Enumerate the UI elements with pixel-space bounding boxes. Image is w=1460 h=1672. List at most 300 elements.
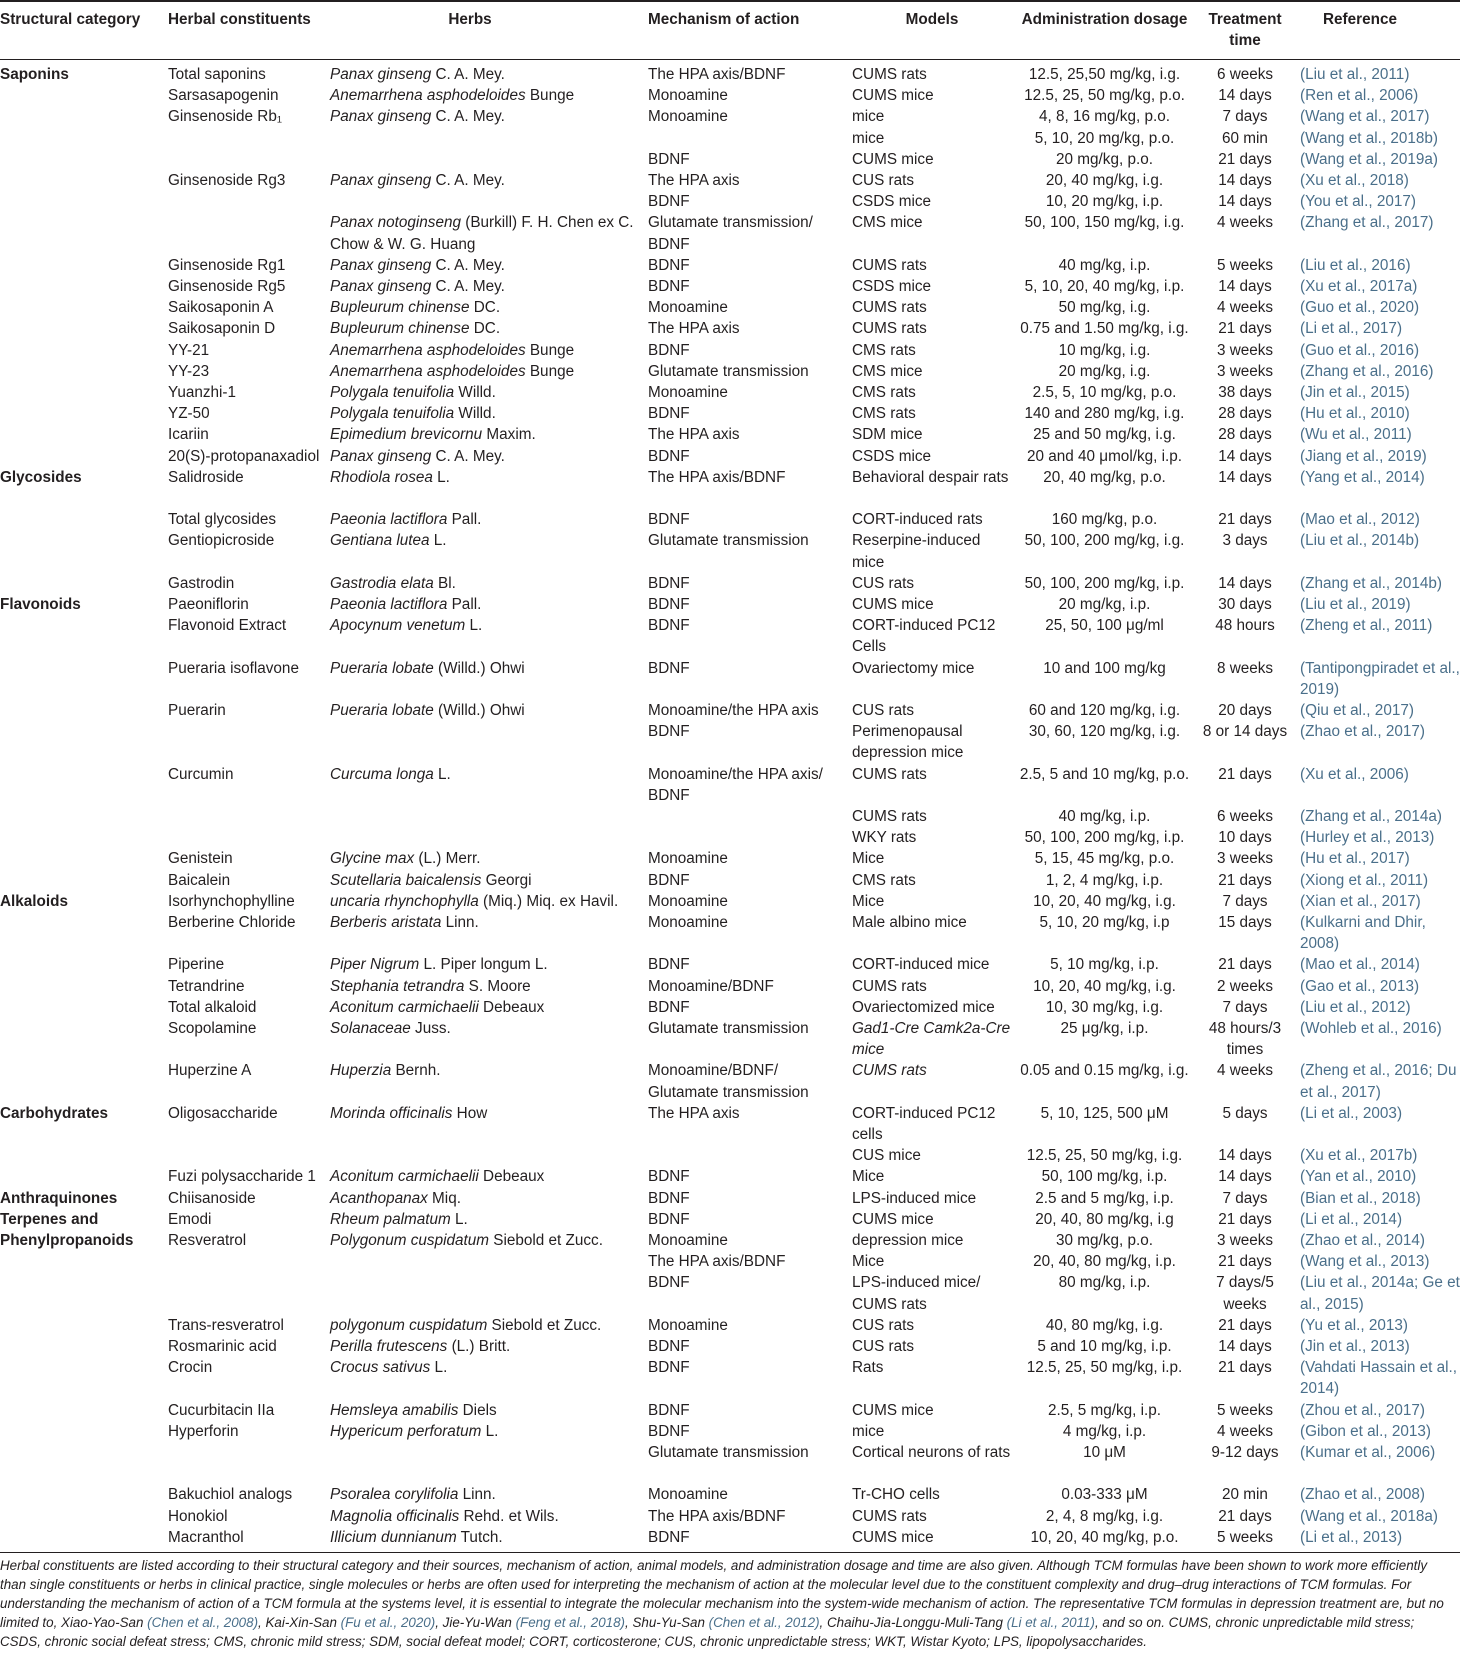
reference-link[interactable]: (You et al., 2017): [1300, 193, 1416, 211]
model-cell: CUMS mice: [852, 1528, 934, 1546]
dosage-cell: 2.5, 5 and 10 mg/kg, p.o.: [1019, 765, 1190, 783]
reference-link[interactable]: (Zhao et al., 2014): [1300, 1232, 1425, 1249]
time-cell: 21 days: [1218, 871, 1272, 889]
model-cell: Rats: [852, 1359, 884, 1377]
dosage-cell: 50, 100, 200 mg/kg, i.p.: [1024, 829, 1185, 847]
herb-authority: Georgi: [481, 871, 532, 889]
time-cell: 14 days: [1218, 1338, 1272, 1355]
herb-species: Polygala tenuifolia: [330, 405, 455, 423]
mechanism-cell: BDNF: [648, 1528, 690, 1546]
reference-link[interactable]: (Jiang et al., 2019): [1300, 447, 1427, 465]
reference-link[interactable]: (Li et al., 2003): [1300, 1104, 1403, 1122]
reference-link[interactable]: (Wu et al., 2011): [1300, 426, 1412, 444]
herb-authority: Maxim.: [482, 426, 536, 444]
herb-cell: [330, 976, 640, 997]
dosage-cell: 20, 40, 80 mg/kg, i.g: [1035, 1210, 1174, 1228]
reference-link[interactable]: (Jin et al., 2015): [1300, 384, 1410, 401]
herb-species: Stephania tetrandra: [330, 977, 465, 995]
reference-link[interactable]: (Zhang et al., 2014a): [1300, 808, 1443, 825]
constituent-cell: Total glycosides: [168, 511, 276, 529]
time-cell: 14 days: [1218, 172, 1272, 189]
herb-authority: (Miq.) Miq. ex Havil.: [478, 892, 619, 910]
header-rule: [0, 59, 1460, 60]
model-cell: CUMS rats: [852, 765, 927, 783]
herb-cell: [330, 764, 640, 785]
reference-link[interactable]: (Liu et al., 2012): [1300, 998, 1411, 1016]
dosage-cell: 60 and 120 mg/kg, i.g.: [1028, 702, 1181, 719]
herb-species: Panax notoginseng: [330, 214, 461, 232]
model-cell: LPS-induced mice/ CUMS rats: [852, 1274, 981, 1313]
mechanism-cell: BDNF: [648, 1189, 690, 1207]
reference-link[interactable]: (Liu et al., 2019): [1300, 596, 1411, 613]
herb-cell: [330, 700, 640, 721]
reference-link[interactable]: (Wang et al., 2018a): [1300, 1507, 1439, 1525]
time-cell: 7 days: [1222, 108, 1268, 126]
time-cell: 5 days: [1222, 1104, 1268, 1122]
herb-authority: Linn.: [441, 914, 479, 931]
dosage-cell: 20, 40 mg/kg, i.g.: [1045, 172, 1164, 189]
reference-link[interactable]: (Yan et al., 2010): [1300, 1168, 1417, 1186]
herb-species: Hypericum perforatum: [330, 1422, 482, 1440]
herb-authority: Diels: [458, 1401, 497, 1419]
header-time: Treatment time: [1208, 11, 1282, 50]
herb-cell: [330, 594, 640, 615]
reference-link[interactable]: (Kumar et al., 2006): [1300, 1444, 1436, 1461]
herb-cell: [330, 446, 640, 467]
reference-link[interactable]: (Yang et al., 2014): [1300, 468, 1425, 486]
constituent-cell: Curcumin: [168, 765, 234, 783]
herb-cell: [330, 615, 640, 636]
constituent-cell: Saikosaponin A: [168, 299, 274, 317]
herb-cell: [330, 403, 640, 424]
footnote-text: , Chaihu-Jia-Longgu-Muli-Tang: [819, 1615, 1007, 1631]
reference-link[interactable]: (Xiong et al., 2011): [1300, 871, 1429, 889]
model-cell: Cortical neurons of rats: [852, 1444, 1011, 1461]
dosage-cell: 2.5, 5 mg/kg, i.p.: [1047, 1401, 1162, 1419]
dosage-cell: 10, 20, 40 mg/kg, p.o.: [1030, 1528, 1179, 1546]
reference-link[interactable]: (Xu et al., 2017a): [1300, 278, 1418, 295]
model-cell: CUMS rats: [852, 977, 927, 995]
herb-species: Panax ginseng: [330, 172, 432, 189]
time-cell: 21 days: [1218, 1507, 1272, 1525]
herb-authority: C. A. Mey.: [431, 256, 505, 274]
herb-species: Pueraria lobate: [330, 702, 434, 719]
herb-species: Polygonum cuspidatum: [330, 1232, 490, 1249]
mechanism-cell: BDNF: [648, 1210, 690, 1228]
mechanism-cell: The HPA axis: [648, 1104, 740, 1122]
mechanism-cell: Glutamate transmission: [648, 1444, 809, 1461]
reference-link[interactable]: (Qiu et al., 2017): [1300, 702, 1414, 719]
model-cell: CORT-induced PC12 cells: [852, 1104, 996, 1143]
model-cell: CMS rats: [852, 341, 916, 359]
mechanism-cell: Monoamine/BDNF/ Glutamate transmission: [648, 1062, 809, 1101]
mechanism-cell: BDNF: [648, 447, 690, 465]
herb-authority: Rehd. et Wils.: [459, 1507, 559, 1525]
time-cell: 7 days: [1222, 892, 1268, 910]
footnote-ref[interactable]: (Fu et al., 2020): [340, 1615, 436, 1631]
herb-species: Bupleurum chinense: [330, 299, 470, 317]
mechanism-cell: BDNF: [648, 956, 690, 974]
reference-link[interactable]: (Mao et al., 2012): [1300, 511, 1420, 529]
constituent-cell: Crocin: [168, 1359, 213, 1377]
time-cell: 9-12 days: [1211, 1444, 1279, 1461]
herb-cell: [330, 848, 640, 869]
reference-link[interactable]: (Liu et al., 2014a; Ge et al., 2015): [1300, 1274, 1460, 1313]
time-cell: 3 days: [1222, 532, 1268, 550]
herb-cell: [330, 1060, 640, 1081]
constituent-cell: Gentiopicroside: [168, 532, 275, 550]
herb-authority: C. A. Mey.: [431, 278, 505, 295]
reference-link[interactable]: (Liu et al., 2011): [1300, 66, 1410, 83]
reference-link[interactable]: (Hu et al., 2010): [1300, 405, 1410, 423]
herb-cell: [330, 1336, 640, 1357]
reference-link[interactable]: (Ren et al., 2006): [1300, 87, 1419, 105]
dosage-cell: 20 mg/kg, i.g.: [1058, 362, 1151, 380]
footnote-text: , Jie-Yu-Wan: [435, 1615, 516, 1631]
top-rule: [0, 0, 1460, 2]
constituent-cell: Scopolamine: [168, 1020, 257, 1037]
constituent-cell: Trans-resveratrol: [168, 1316, 284, 1334]
herb-cell: [330, 170, 640, 191]
dosage-cell: 25 μg/kg, i.p.: [1060, 1020, 1149, 1037]
reference-link[interactable]: (Liu et al., 2016): [1300, 256, 1411, 274]
mechanism-cell: Glutamate transmission: [648, 362, 809, 380]
herb-authority: (L.) Merr.: [414, 850, 481, 868]
footnote-text: , and so on. CUMS, chronic unpredictable mild stress; CSDS, chronic social defeat stress; CMS, chronic mild stress; SDM, social defeat model; CORT, corticosterone; CUS, chronic unpredictable stress; WKT, Wistar Kyoto; LPS, lipopolysaccharides.: [0, 1615, 1415, 1650]
model-cell: CORT-induced PC12 Cells: [852, 617, 996, 656]
herb-authority: L.: [465, 617, 483, 635]
category-label: Alkaloids: [0, 892, 69, 910]
dosage-cell: 20 and 40 μmol/kg, i.p.: [1026, 447, 1183, 465]
table-footnote: [0, 1556, 1454, 1651]
model-cell: Mice: [852, 850, 885, 868]
herb-authority: How: [452, 1104, 488, 1122]
constituent-cell: Ginsenoside Rg3: [168, 172, 286, 189]
header-reference: Reference: [1323, 11, 1397, 28]
herb-authority: Bernh.: [391, 1062, 441, 1080]
header-category: Structural category: [0, 11, 141, 28]
model-cell: Tr-CHO cells: [852, 1486, 940, 1504]
reference-link[interactable]: (Wohleb et al., 2016): [1300, 1020, 1442, 1037]
herb-species: Gastrodia elata: [330, 574, 434, 592]
herb-cell: [330, 318, 640, 339]
time-cell: 21 days: [1218, 956, 1272, 974]
footnote-text: , Shu-Yu-San: [625, 1615, 709, 1631]
reference-link[interactable]: (Zheng et al., 2016; Du et al., 2017): [1300, 1062, 1457, 1101]
reference-link[interactable]: (Wang et al., 2013): [1300, 1253, 1430, 1271]
reference-link[interactable]: (Li et al., 2013): [1300, 1528, 1403, 1546]
reference-link[interactable]: (Yu et al., 2013): [1300, 1316, 1408, 1334]
constituent-cell: Resveratrol: [168, 1232, 247, 1249]
reference-link[interactable]: (Wang et al., 2017): [1300, 108, 1430, 126]
time-cell: 4 weeks: [1216, 1062, 1274, 1080]
dosage-cell: 50, 100, 150 mg/kg, i.g.: [1024, 214, 1185, 232]
herb-authority: L.: [433, 765, 451, 783]
herb-cell: [330, 1506, 640, 1527]
herb-authority: C. A. Mey.: [431, 66, 505, 83]
reference-link[interactable]: (Li et al., 2014): [1300, 1210, 1403, 1228]
reference-link[interactable]: (Hu et al., 2017): [1300, 850, 1410, 868]
herb-cell: [330, 870, 640, 891]
model-cell: CUMS rats: [852, 256, 927, 274]
reference-link[interactable]: (Hurley et al., 2013): [1300, 829, 1435, 847]
time-cell: 5 weeks: [1216, 1401, 1274, 1419]
herb-authority: C. A. Mey.: [431, 172, 505, 189]
mechanism-cell: The HPA axis: [648, 172, 740, 189]
constituent-cell: Honokiol: [168, 1507, 228, 1525]
time-cell: 21 days: [1218, 1210, 1272, 1228]
time-cell: 5 weeks: [1216, 256, 1274, 274]
herb-species: Huperzia: [330, 1062, 392, 1080]
time-cell: 10 days: [1218, 829, 1272, 847]
dosage-cell: 0.05 and 0.15 mg/kg, i.g.: [1020, 1062, 1189, 1080]
constituent-cell: Rosmarinic acid: [168, 1338, 277, 1355]
constituent-cell: YY-21: [168, 341, 210, 359]
model-cell: Ovariectomized mice: [852, 998, 995, 1016]
model-cell: mice: [852, 129, 885, 147]
herb-authority: Bl.: [433, 574, 456, 592]
time-cell: 14 days: [1218, 87, 1272, 105]
herb-authority: Pall.: [447, 596, 482, 613]
category-label: Anthraquinones Terpenes and Phenylpropanoids: [0, 1189, 134, 1249]
reference-link[interactable]: (Tantipongpiradet et al., 2019): [1300, 659, 1460, 698]
herb-cell: [330, 255, 640, 276]
model-cell: Reserpine-induced mice: [852, 532, 981, 571]
reference-link[interactable]: (Zhang et al., 2016): [1300, 362, 1434, 380]
dosage-cell: 10, 20, 40 mg/kg, i.g.: [1033, 977, 1176, 995]
model-cell: CUS mice: [852, 1147, 921, 1165]
header-herbs: Herbs: [448, 11, 492, 28]
herb-species: Hemsleya amabilis: [330, 1401, 459, 1419]
herb-species: polygonum cuspidatum: [330, 1316, 488, 1334]
constituent-cell: 20(S)-protopanaxadiol: [168, 447, 320, 465]
dosage-cell: 10, 20, 40 mg/kg, i.g.: [1033, 892, 1176, 910]
reference-link[interactable]: (Gibon et al., 2013): [1300, 1422, 1431, 1440]
model-cell: mice: [852, 1422, 885, 1440]
time-cell: 28 days: [1218, 426, 1272, 444]
model-cell: LPS-induced mice: [852, 1189, 977, 1207]
dosage-cell: 5, 10, 20, 40 mg/kg, i.p.: [1024, 278, 1185, 295]
mechanism-cell: BDNF: [648, 574, 690, 592]
reference-link[interactable]: (Guo et al., 2020): [1300, 299, 1420, 317]
time-cell: 21 days: [1218, 1359, 1272, 1377]
category-label: Carbohydrates: [0, 1104, 108, 1122]
reference-link[interactable]: (Gao et al., 2013): [1300, 977, 1420, 995]
herb-cell: [330, 106, 640, 127]
reference-link[interactable]: (Liu et al., 2014b): [1300, 532, 1420, 550]
reference-link[interactable]: (Zhou et al., 2017): [1300, 1401, 1425, 1419]
time-cell: 14 days: [1218, 574, 1272, 592]
constituent-cell: Ginsenoside Rg5: [168, 278, 286, 295]
herb-species: Paeonia lactiflora: [330, 511, 448, 529]
model-cell: CUS rats: [852, 574, 915, 592]
mechanism-cell: BDNF: [648, 1338, 690, 1355]
herb-authority: C. A. Mey.: [431, 108, 505, 126]
constituent-cell: Sarsasapogenin: [168, 87, 279, 105]
header-models: Models: [905, 11, 959, 28]
herb-authority: Siebold et Zucc.: [489, 1232, 603, 1249]
dosage-cell: 12.5, 25, 50 mg/kg, i.g.: [1026, 1147, 1183, 1165]
footnote-ref[interactable]: (Li et al., 2011): [1006, 1615, 1095, 1631]
herb-species: Glycine max: [330, 850, 415, 868]
reference-link[interactable]: (Zhang et al., 2017): [1300, 214, 1434, 232]
category-label: Flavonoids: [0, 596, 81, 613]
herb-authority: L.: [481, 1422, 499, 1440]
herb-cell: [330, 1421, 640, 1442]
herb-authority: L.: [430, 1359, 448, 1377]
time-cell: 38 days: [1218, 384, 1272, 401]
footnote-ref[interactable]: (Feng et al., 2018): [515, 1615, 625, 1631]
herb-authority: DC.: [469, 299, 501, 317]
model-cell: CORT-induced mice: [852, 956, 990, 974]
dosage-cell: 2.5, 5, 10 mg/kg, p.o.: [1032, 384, 1177, 401]
herb-cell: [330, 276, 640, 297]
reference-link[interactable]: (Wang et al., 2019a): [1300, 150, 1439, 168]
reference-link[interactable]: (Zhang et al., 2014b): [1300, 574, 1443, 592]
reference-link[interactable]: (Zheng et al., 2011): [1300, 617, 1433, 635]
constituent-cell: Emodi: [168, 1210, 212, 1228]
constituent-cell: Genistein: [168, 850, 233, 868]
herb-species: Aconitum carmichaelii: [330, 1168, 479, 1186]
mechanism-cell: BDNF: [648, 150, 690, 168]
reference-link[interactable]: (Jin et al., 2013): [1300, 1338, 1410, 1355]
mechanism-cell: The HPA axis/BDNF: [648, 468, 786, 486]
model-cell: Mice: [852, 1253, 885, 1271]
dosage-cell: 1, 2, 4 mg/kg, i.p.: [1045, 871, 1164, 889]
dosage-cell: 20 mg/kg, i.p.: [1058, 596, 1151, 613]
herb-authority: Juss.: [410, 1020, 451, 1037]
herb-species: Piper Nigrum: [330, 956, 420, 974]
reference-link[interactable]: (Mao et al., 2014): [1300, 956, 1420, 974]
herb-species: Apocynum venetum: [330, 617, 466, 635]
dosage-cell: 2.5 and 5 mg/kg, i.p.: [1035, 1189, 1174, 1207]
time-cell: 6 weeks: [1216, 808, 1274, 825]
reference-link[interactable]: (Vahdati Hassain et al., 2014): [1300, 1359, 1458, 1398]
herb-cell: [330, 382, 640, 403]
time-cell: 4 weeks: [1216, 1422, 1274, 1440]
dosage-cell: 40, 80 mg/kg, i.g.: [1045, 1316, 1164, 1334]
herb-cell: [330, 1103, 640, 1124]
dosage-cell: 12.5, 25, 50 mg/kg, i.p.: [1026, 1359, 1183, 1377]
reference-link[interactable]: (Zhao et al., 2008): [1300, 1486, 1425, 1504]
model-cell: mice: [852, 108, 885, 126]
model-cell: CMS rats: [852, 405, 916, 423]
constituent-cell: Flavonoid Extract: [168, 617, 287, 635]
time-cell: 48 hours: [1215, 617, 1275, 635]
reference-link[interactable]: (Zhao et al., 2017): [1300, 723, 1425, 741]
mechanism-cell: BDNF: [648, 278, 690, 295]
constituent-cell: Paeoniflorin: [168, 596, 249, 613]
mechanism-cell: BDNF: [648, 723, 690, 741]
mechanism-cell: BDNF: [648, 1168, 690, 1186]
herb-species: Berberis aristata: [330, 914, 442, 931]
herb-cell: [330, 1400, 640, 1421]
time-cell: 21 days: [1218, 1316, 1272, 1334]
herb-species: Anemarrhena asphodeloides: [330, 341, 526, 359]
footnote-ref[interactable]: (Chen et al., 2012): [708, 1615, 820, 1631]
time-cell: 8 weeks: [1216, 659, 1274, 677]
reference-link[interactable]: (Wang et al., 2018b): [1300, 129, 1439, 147]
model-cell: Behavioral despair rats: [852, 468, 1009, 486]
dosage-cell: 12.5, 25,50 mg/kg, i.g.: [1028, 66, 1181, 83]
reference-link[interactable]: (Kulkarni and Dhir, 2008): [1300, 914, 1426, 953]
herb-cell: [330, 573, 640, 594]
time-cell: 60 min: [1222, 129, 1268, 147]
herb-cell: [330, 1230, 640, 1251]
reference-link[interactable]: (Xu et al., 2018): [1300, 172, 1409, 189]
herb-authority: DC.: [469, 320, 501, 338]
time-cell: 3 weeks: [1216, 850, 1274, 868]
reference-link[interactable]: (Guo et al., 2016): [1300, 341, 1420, 359]
reference-link[interactable]: (Xian et al., 2017): [1300, 892, 1421, 910]
category-label: Glycosides: [0, 468, 82, 486]
herb-species: Pueraria lobate: [330, 659, 434, 677]
time-cell: 7 days: [1222, 998, 1268, 1016]
herb-cell: [330, 1484, 640, 1505]
time-cell: 14 days: [1218, 278, 1272, 295]
herb-species: Epimedium brevicornu: [330, 426, 483, 444]
herb-cell: [330, 1527, 640, 1548]
constituent-cell: Pueraria isoflavone: [168, 659, 299, 677]
herb-species: Curcuma longa: [330, 765, 434, 783]
dosage-cell: 5, 15, 45 mg/kg, p.o.: [1034, 850, 1175, 868]
herb-cell: [330, 1209, 640, 1230]
dosage-cell: 4 mg/kg, i.p.: [1062, 1422, 1147, 1440]
dosage-cell: 2, 4, 8 mg/kg, i.g.: [1045, 1507, 1164, 1525]
time-cell: 20 min: [1222, 1486, 1268, 1504]
model-cell: CUMS rats: [852, 808, 927, 825]
constituent-cell: Ginsenoside Rg1: [168, 256, 286, 274]
model-cell: WKY rats: [852, 829, 917, 847]
time-cell: 20 days: [1218, 702, 1272, 719]
footnote-ref[interactable]: (Chen et al., 2008): [147, 1615, 259, 1631]
mechanism-cell: The HPA axis/BDNF: [648, 66, 786, 83]
dosage-cell: 50, 100 mg/kg, i.p.: [1041, 1168, 1168, 1186]
model-cell: CUMS mice: [852, 596, 934, 613]
mechanism-cell: Monoamine: [648, 1316, 728, 1334]
dosage-cell: 0.03-333 μM: [1061, 1486, 1148, 1504]
reference-link[interactable]: (Xu et al., 2017b): [1300, 1147, 1418, 1165]
dosage-cell: 20, 40, 80 mg/kg, i.p.: [1033, 1253, 1176, 1271]
footnote-text: , Kai-Xin-San: [258, 1615, 341, 1631]
footnote-text: Herbal constituents are listed according to their structural category and their sources, mechanism of action, animal models, and administration dosage and time are also given. Although TCM formulas have been shown to work more efficiently than single constituents or herbs in clinical practice, single molecules or herbs are often used for interpreting the mechanism of action at the molecular level due to the constituent complexity and drug–drug interactions of TCM formulas. For understanding the mechanism of action of a TCM formula at the systems level, it is essential to integrate the molecular mechanism into the system-wide mechanism of action. The representative TCM formulas in depression treatment are, but no limited to, Xiao-Yao-San: [0, 1558, 1444, 1631]
reference-link[interactable]: (Bian et al., 2018): [1300, 1189, 1421, 1207]
constituent-cell: Icariin: [168, 426, 209, 444]
dosage-cell: 5, 10, 125, 500 μM: [1040, 1104, 1169, 1122]
mechanism-cell: BDNF: [648, 511, 690, 529]
mechanism-cell: Monoamine: [648, 850, 728, 868]
herb-authority: (Burkill) F. H. Chen ex C. Chow & W. G. Huang: [330, 214, 634, 253]
herb-authority: Debeaux: [478, 998, 545, 1016]
herb-cell: [330, 1357, 640, 1378]
time-cell: 21 days: [1218, 150, 1272, 168]
time-cell: 8 or 14 days: [1202, 723, 1288, 741]
model-cell: CMS mice: [852, 362, 923, 380]
constituent-cell: YY-23: [168, 362, 210, 380]
mechanism-cell: BDNF: [648, 1274, 690, 1292]
model-cell: CUMS rats: [852, 299, 927, 317]
reference-link[interactable]: (Li et al., 2017): [1300, 320, 1403, 338]
herb-authority: Bunge: [525, 87, 575, 105]
time-cell: 21 days: [1218, 1253, 1272, 1271]
time-cell: 3 weeks: [1216, 362, 1274, 380]
mechanism-cell: Glutamate transmission/ BDNF: [648, 214, 813, 253]
mechanism-cell: BDNF: [648, 1401, 690, 1419]
mechanism-cell: BDNF: [648, 1422, 690, 1440]
herb-authority: Siebold et Zucc.: [487, 1316, 602, 1334]
reference-link[interactable]: (Xu et al., 2006): [1300, 765, 1409, 783]
dosage-cell: 140 and 280 mg/kg, i.g.: [1024, 405, 1185, 423]
